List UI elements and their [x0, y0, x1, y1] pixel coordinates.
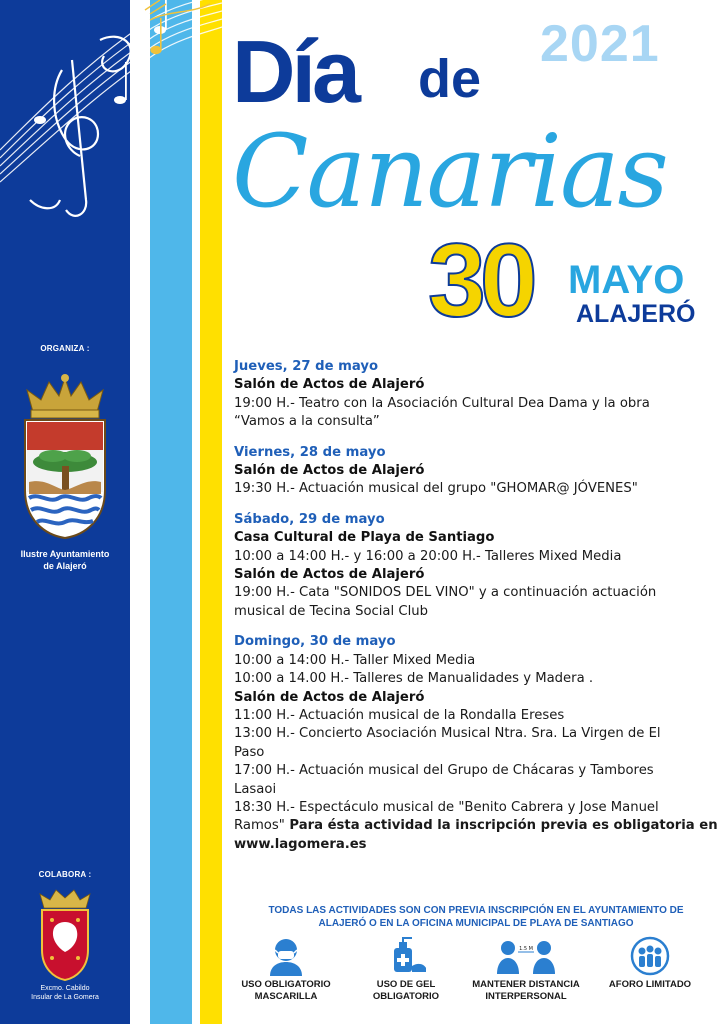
day-title: Jueves, 27 de mayo — [234, 359, 379, 374]
event-line: 17:00 H.- Actuación musical del Grupo de Chácaras y Tambores — [234, 763, 654, 779]
event-line-final — [234, 817, 718, 835]
organiza-label: ORGANIZA : — [40, 344, 90, 353]
website-link[interactable]: www.lagomera.es — [234, 836, 367, 852]
event-line: 13:00 H.- Concierto Asociación Musical Ntra. Sra. La Virgen de El — [234, 726, 661, 742]
event-line: Lasaoi — [234, 781, 277, 797]
capacity-icon — [628, 936, 672, 976]
event-line: musical de Tecina Social Club — [234, 603, 428, 619]
venue-line: Casa Cultural de Playa de Santiago — [234, 530, 495, 546]
measure-distance — [466, 936, 586, 1003]
program-day — [234, 633, 718, 854]
event-line: “Vamos a la consulta” — [234, 414, 380, 430]
distance-icon — [494, 936, 558, 976]
distance-value: 1.5 M — [519, 946, 533, 952]
notice-line-1: TODAS LAS ACTIVIDADES SON CON PREVIA INSCRIPCIÓN EN EL AYUNTAMIENTO DE — [268, 905, 684, 916]
measure-label-line2: MASCARILLA — [254, 991, 318, 1002]
measure-label-line1: AFORO LIMITADO — [608, 979, 692, 990]
music-notes-decoration — [0, 0, 222, 250]
cabildo-coat-of-arms-icon — [36, 888, 94, 983]
program-day — [234, 511, 718, 621]
day-title: Viernes, 28 de mayo — [234, 444, 386, 460]
notice-line-2: ALAJERÓ O EN LA OFICINA MUNICIPAL DE PLAYA DE SANTIAGO — [318, 918, 634, 929]
organizer-name-line2: de Alajeró — [43, 561, 87, 571]
measure-capacity — [590, 936, 710, 991]
event-place: ALAJERÓ — [576, 300, 696, 328]
event-line: 19:30 H.- Actuación musical del grupo "GHOMAR@ JÓVENES" — [234, 481, 638, 497]
title-dia: Día — [232, 22, 357, 121]
hand-gel-icon — [384, 936, 428, 976]
program-day — [234, 444, 718, 499]
venue-line: Salón de Actos de Alajeró — [234, 463, 425, 479]
event-line: 11:00 H.- Actuación musical de la Rondalla Ereses — [234, 707, 565, 723]
registration-note: Para ésta actividad la inscripción previa es obligatoria en — [284, 818, 718, 834]
measure-label-line2: OBLIGATORIO — [372, 991, 440, 1002]
title-de: de — [418, 49, 482, 109]
event-line: 18:30 H.- Espectáculo musical de "Benito Cabrera y Jose Manuel — [234, 799, 659, 815]
venue-line: Salón de Actos de Alajeró — [234, 689, 425, 705]
event-line-final-plain: Ramos" — [234, 818, 285, 834]
measure-label-line1: USO DE GEL — [376, 979, 436, 990]
measure-label-line2: INTERPERSONAL — [485, 991, 567, 1002]
program-day — [234, 358, 718, 432]
event-line: 19:00 H.- Cata "SONIDOS DEL VINO" y a continuación actuación — [234, 585, 657, 601]
organizer-name-line1: Ilustre Ayuntamiento — [20, 549, 110, 559]
venue-line: Salón de Actos de Alajeró — [234, 377, 425, 393]
date-month: MAYO — [568, 258, 685, 302]
event-line: 10:00 a 14.00 H.- Talleres de Manualidades y Madera . — [234, 671, 594, 687]
event-line: 10:00 a 14:00 H.- y 16:00 a 20:00 H.- Talleres Mixed Media — [234, 548, 622, 564]
collaborator-name-line2: Insular de La Gomera — [31, 994, 99, 1001]
measure-label-line1: MANTENER DISTANCIA — [472, 979, 580, 990]
date-number: 30 — [428, 223, 532, 339]
alajero-coat-of-arms-icon — [15, 370, 115, 540]
colabora-label: COLABORA : — [38, 870, 92, 879]
day-title: Sábado, 29 de mayo — [234, 511, 385, 527]
day-title: Domingo, 30 de mayo — [234, 634, 396, 650]
program-list — [234, 358, 718, 866]
measure-gel — [346, 936, 466, 1003]
title-canarias: Canarias — [232, 113, 667, 230]
registration-notice — [232, 904, 720, 930]
event-line: 19:00 H.- Teatro con la Asociación Cultural Dea Dama y la obra — [234, 395, 650, 411]
event-line: Paso — [234, 744, 265, 760]
event-line: 10:00 a 14:00 H.- Taller Mixed Media — [234, 652, 476, 668]
year: 2021 — [540, 15, 660, 73]
measure-label-line1: USO OBLIGATORIO — [241, 979, 331, 990]
venue-line: Salón de Actos de Alajeró — [234, 567, 425, 583]
mask-icon — [264, 936, 308, 976]
measure-mask — [226, 936, 346, 1003]
collaborator-name-line1: Excmo. Cabildo — [40, 985, 90, 992]
